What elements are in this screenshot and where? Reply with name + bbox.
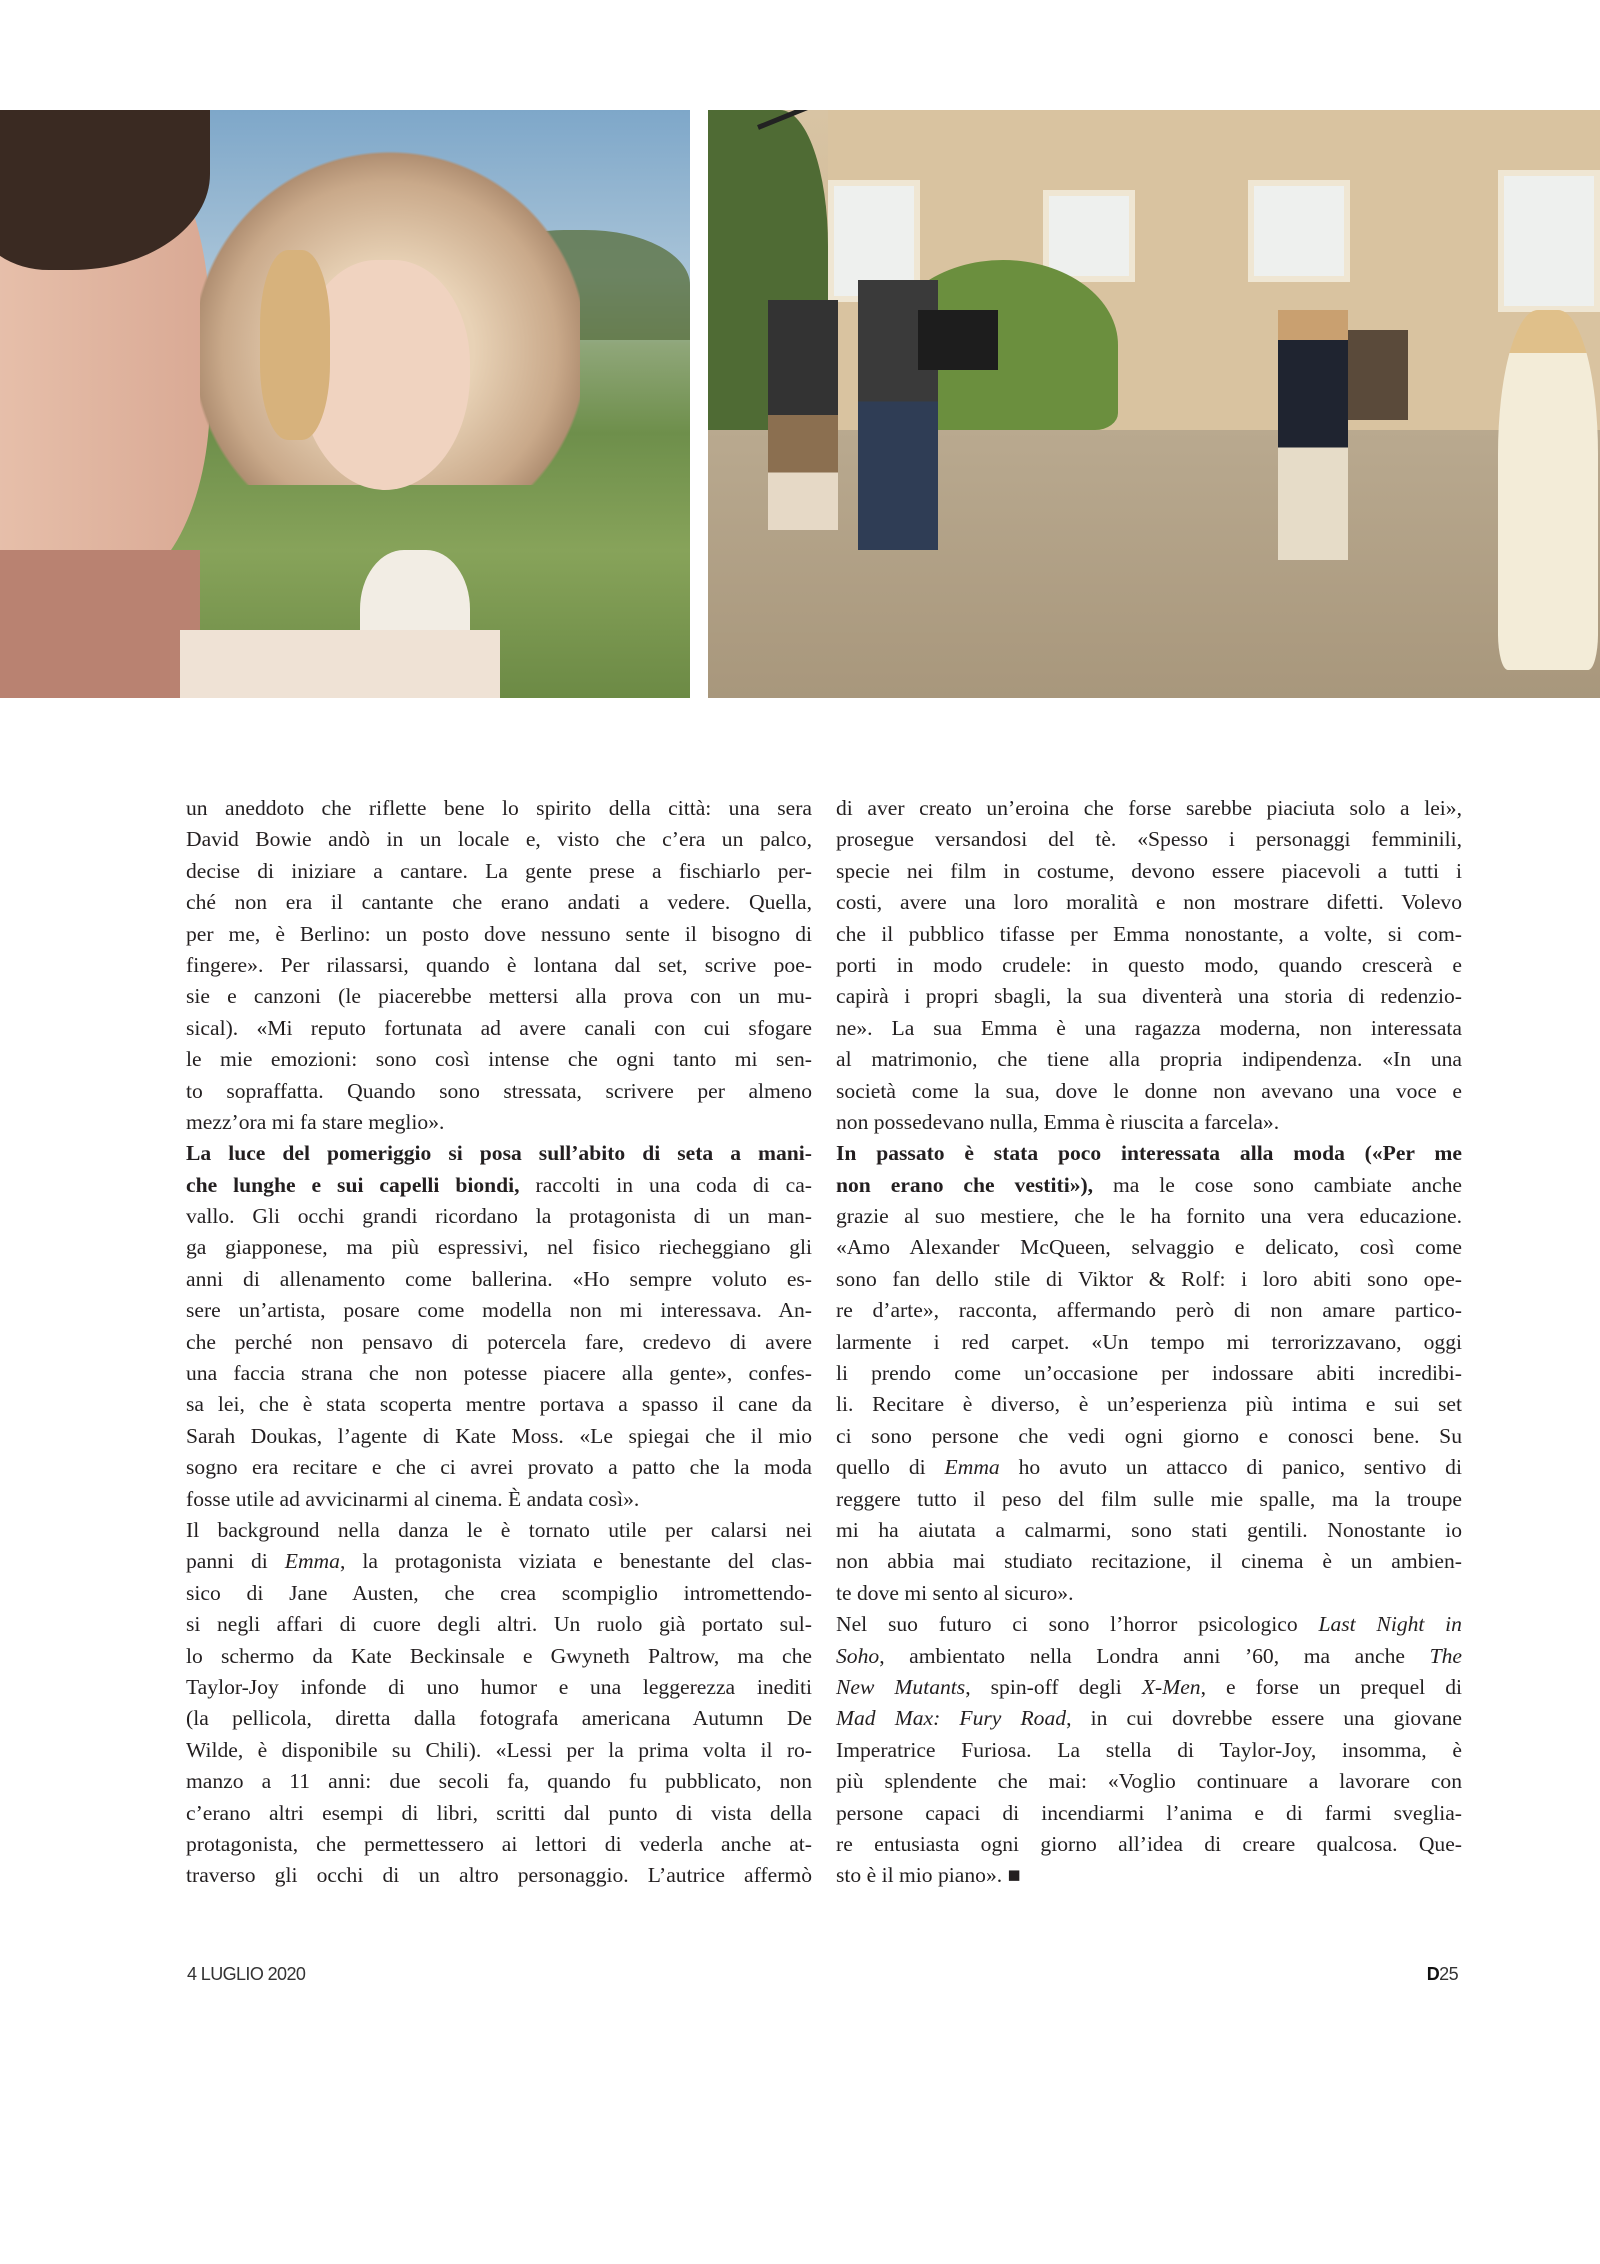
body-text: larmente i red carpet. «Un tempo mi terrorizzavano, oggi [836, 1329, 1462, 1354]
page-folio [1427, 1964, 1458, 1985]
text-line [186, 1358, 812, 1389]
body-text: che perché non pensavo di potercela fare, credevo di avere [186, 1329, 812, 1354]
body-text: una faccia strana che non potesse piacere alla gente», confes- [186, 1361, 812, 1386]
italic-title-text: Last Night in [1318, 1612, 1462, 1637]
text-line [186, 1452, 812, 1483]
body-text: un aneddoto che riflette bene lo spirito della città: una sera [186, 796, 812, 820]
body-text: Nel suo futuro ci sono l’horror psicologico [836, 1612, 1319, 1637]
text-line [836, 856, 1462, 887]
text-line [186, 1860, 812, 1891]
text-line [186, 1578, 812, 1609]
italic-title-text: The [1429, 1643, 1462, 1668]
actor-dark-coat [1278, 310, 1348, 560]
body-text: , spin-off degli [965, 1674, 1142, 1699]
text-line [836, 1044, 1462, 1075]
body-text: quello di [836, 1455, 945, 1480]
camera-rig [918, 310, 998, 370]
text-line [186, 1672, 812, 1703]
body-text: sono fan dello stile di Viktor & Rolf: i loro abiti sono ope- [836, 1266, 1462, 1291]
italic-title-text: Emma [284, 1549, 340, 1574]
magazine-logo-letter: D [1426, 1964, 1440, 1984]
text-line [186, 1641, 812, 1672]
text-line [836, 919, 1462, 950]
body-text: di aver creato un’eroina che forse sarebbe piaciuta solo a lei», [836, 796, 1462, 820]
body-text: , in cui dovrebbe essere una giovane [1066, 1706, 1462, 1731]
body-text: te dove mi sento al sicuro». [836, 1580, 1074, 1605]
body-text: Wilde, è disponibile su Chili). «Lessi per la prima volta il ro- [186, 1737, 812, 1762]
text-line [836, 1201, 1462, 1232]
body-text: fingere». Per rilassarsi, quando è lontana dal set, scrive poe- [186, 952, 812, 977]
text-line [836, 1107, 1462, 1138]
body-text: lo schermo da Kate Beckinsale e Gwyneth Paltrow, ma che [186, 1643, 812, 1668]
text-line [836, 1358, 1462, 1389]
body-text: porti in modo crudele: in questo modo, quando crescerà e [836, 952, 1462, 977]
dress [180, 630, 500, 698]
body-text: , ambientato nella Londra anni ’60, ma anche [879, 1643, 1430, 1668]
text-line [836, 1766, 1462, 1797]
body-text: panni di [186, 1549, 285, 1574]
body-text: raccolti in una coda di ca- [519, 1172, 812, 1197]
body-text: ga giapponese, ma più espressivi, nel fisico riecheggiano gli [186, 1235, 812, 1260]
body-text: capirà i propri sbagli, la sua diventerà una storia di redenzio- [836, 984, 1462, 1009]
body-text: si negli affari di cuore degli altri. Un ruolo già portato sul- [186, 1612, 812, 1637]
text-line [186, 1735, 812, 1766]
body-text: ci sono persone che vedi ogni giorno e conosci bene. Su [836, 1423, 1462, 1448]
text-line [836, 1138, 1462, 1169]
text-line [186, 1766, 812, 1797]
text-line [186, 1609, 812, 1640]
body-text: li prendo come un’occasione per indossare abiti incredibi- [836, 1361, 1462, 1386]
text-line [836, 1703, 1462, 1734]
body-text: grazie al suo mestiere, che le ha fornito una vera educazione. [836, 1204, 1462, 1229]
text-line [186, 887, 812, 918]
body-text: sico di Jane Austen, che crea scompiglio intromettendo- [186, 1580, 812, 1605]
text-line [186, 1170, 812, 1201]
body-text: sere un’artista, posare come modella non mi interessava. An- [186, 1298, 812, 1323]
italic-title-text: New Mutants [836, 1674, 966, 1699]
text-line [836, 1641, 1462, 1672]
film-still-photo [0, 110, 690, 698]
text-line [836, 1295, 1462, 1326]
window [1043, 190, 1135, 282]
text-line [836, 1232, 1462, 1263]
text-line [186, 1013, 812, 1044]
bold-lead-text: che lunghe e sui capelli biondi, [186, 1172, 520, 1197]
text-line [836, 1264, 1462, 1295]
text-line [186, 1421, 812, 1452]
window [1248, 180, 1350, 282]
body-text: decise di iniziare a cantare. La gente prese a fischiarlo per- [186, 858, 812, 883]
body-text: sical). «Mi reputo fortunata ad avere canali con cui sfogare [186, 1015, 812, 1040]
body-text: protagonista, che permettessero ai lettori di vederla anche at- [186, 1831, 812, 1856]
text-line [836, 1546, 1462, 1577]
text-line [836, 1484, 1462, 1515]
bold-lead-text: La luce del pomeriggio si posa sull’abito di seta a mani- [186, 1141, 812, 1166]
body-text: che il pubblico tifasse per Emma nonostante, a volte, si com- [836, 921, 1462, 946]
italic-title-text: Emma [944, 1455, 1000, 1480]
body-text: sie e canzoni (le piacerebbe mettersi alla prova con un mu- [186, 984, 812, 1009]
body-text: , e forse un prequel di [1200, 1674, 1462, 1699]
text-line [186, 824, 812, 855]
article-column-right [836, 793, 1462, 1892]
body-text: ne». La sua Emma è una ragazza moderna, non interessata [836, 1015, 1462, 1040]
body-text: ché non era il cantante che erano andati a vedere. Quella, [186, 890, 812, 915]
body-text: (la pellicola, diretta dalla fotografa americana Autumn De [186, 1706, 812, 1731]
text-line [186, 793, 812, 824]
text-line [836, 824, 1462, 855]
window [1498, 170, 1600, 312]
text-line [836, 1798, 1462, 1829]
body-text: Il background nella danza le è tornato utile per calarsi nei [186, 1517, 812, 1542]
text-line [186, 1107, 812, 1138]
body-text: specie nei film in costume, devono essere piacevoli a tutti i [836, 858, 1462, 883]
text-line [836, 1829, 1462, 1860]
text-line [186, 1515, 812, 1546]
text-line [186, 981, 812, 1012]
text-line [836, 950, 1462, 981]
text-line [836, 1170, 1462, 1201]
body-text: sto è il mio piano». ■ [836, 1863, 1021, 1888]
body-text: anni di allenamento come ballerina. «Ho sempre voluto es- [186, 1266, 812, 1291]
bold-lead-text: In passato è stata poco interessata alla moda («Per me [836, 1141, 1462, 1166]
body-text: , la protagonista viziata e benestante del clas- [339, 1549, 812, 1574]
text-line [186, 1798, 812, 1829]
body-text: traverso gli occhi di un altro personaggio. L’autrice affermò [186, 1863, 812, 1888]
body-text: to sopraffatta. Quando sono stressata, scrivere per almeno [186, 1078, 812, 1103]
body-text: David Bowie andò in un locale e, visto che c’era un palco, [186, 827, 812, 852]
italic-title-text: Mad Max: Fury Road [836, 1706, 1067, 1731]
body-text: c’erano altri esempi di libri, scritti dal punto di vista della [186, 1800, 812, 1825]
foreground-dress [0, 550, 200, 698]
gravel-courtyard [708, 430, 1600, 698]
text-line [836, 1327, 1462, 1358]
text-line [836, 887, 1462, 918]
italic-title-text: X-Men [1141, 1674, 1201, 1699]
text-line [186, 1703, 812, 1734]
body-text: re d’arte», racconta, affermando però di non amare partico- [836, 1298, 1462, 1323]
crew-member [768, 300, 838, 530]
body-text: le mie emozioni: sono così intense che ogni tanto mi sen- [186, 1047, 812, 1072]
body-text: non possedevano nulla, Emma è riuscita a farcela». [836, 1109, 1280, 1134]
film-set-photo [708, 110, 1600, 698]
text-line [186, 950, 812, 981]
text-line [836, 793, 1462, 824]
body-text: più splendente che mai: «Voglio continuare a lavorare con [836, 1769, 1462, 1794]
body-text: ma le cose sono cambiate anche [1093, 1172, 1462, 1197]
text-line [836, 1452, 1462, 1483]
body-text: sogno era recitare e che ci avrei provato a patto che la moda [186, 1455, 812, 1480]
blonde-curls [260, 250, 330, 440]
body-text: prosegue versandosi del tè. «Spesso i personaggi femminili, [836, 827, 1462, 852]
body-text: non abbia mai studiato recitazione, il cinema è un ambien- [836, 1549, 1462, 1574]
bold-lead-text: non erano che vestiti»), [836, 1172, 1094, 1197]
italic-title-text: Soho [836, 1643, 880, 1668]
issue-date: 4 LUGLIO 2020 [187, 1964, 306, 1984]
body-text: re entusiasta ogni giorno all’idea di creare qualcosa. Que- [836, 1831, 1462, 1856]
body-text: Taylor-Joy infonde di uno humor e una leggerezza inediti [186, 1674, 812, 1699]
body-text: mi ha aiutata a calmarmi, sono stati gentili. Nonostante io [836, 1517, 1462, 1542]
text-line [186, 919, 812, 950]
text-line [186, 1484, 812, 1515]
body-text: sa lei, che è stata scoperta mentre portava a spasso il cane da [186, 1392, 812, 1417]
body-text: reggere tutto il peso del film sulle mie spalle, ma la troupe [836, 1486, 1462, 1511]
text-line [836, 1515, 1462, 1546]
page-number: 25 [1439, 1964, 1458, 1984]
text-line [836, 1013, 1462, 1044]
body-text: li. Recitare è diverso, è un’esperienza più intima e sui set [836, 1392, 1462, 1417]
body-text: persone capaci di incendiarmi l’anima e di farmi sveglia- [836, 1800, 1462, 1825]
actress-white-dress [1498, 310, 1598, 670]
text-line [836, 1421, 1462, 1452]
body-text: per me, è Berlino: un posto dove nessuno sente il bisogno di [186, 921, 812, 946]
body-text: al matrimonio, che tiene alla propria indipendenza. «In una [836, 1047, 1462, 1072]
text-line [186, 1201, 812, 1232]
text-line [836, 1735, 1462, 1766]
text-line [186, 1232, 812, 1263]
body-text: Imperatrice Furiosa. La stella di Taylor-Joy, insomma, è [836, 1737, 1462, 1762]
body-text: mezz’ora mi fa stare meglio». [186, 1109, 445, 1134]
text-line [186, 1546, 812, 1577]
text-line [186, 1264, 812, 1295]
body-text: Sarah Doukas, l’agente di Kate Moss. «Le spiegai che il mio [186, 1423, 812, 1448]
text-line [836, 1860, 1462, 1891]
text-line [836, 981, 1462, 1012]
body-text: vallo. Gli occhi grandi ricordano la protagonista di un man- [186, 1204, 812, 1229]
body-text: costi, avere una loro moralità e non mostrare difetti. Volevo [836, 890, 1462, 915]
text-line [186, 1076, 812, 1107]
text-line [186, 1138, 812, 1169]
text-line [836, 1578, 1462, 1609]
text-line [186, 1295, 812, 1326]
body-text: «Amo Alexander McQueen, selvaggio e delicato, così come [836, 1235, 1462, 1260]
text-line [186, 1044, 812, 1075]
text-line [186, 1327, 812, 1358]
text-line [836, 1389, 1462, 1420]
text-line [186, 856, 812, 887]
door [1338, 330, 1408, 420]
text-line [836, 1609, 1462, 1640]
article-column-left [186, 793, 812, 1892]
body-text: società come la sua, dove le donne non avevano una voce e [836, 1078, 1462, 1103]
body-text: ho avuto un attacco di panico, sentivo di [999, 1455, 1462, 1480]
text-line [186, 1829, 812, 1860]
text-line [836, 1076, 1462, 1107]
text-line [186, 1389, 812, 1420]
body-text: manzo a 11 anni: due secoli fa, quando fu pubblicato, non [186, 1769, 812, 1794]
body-text: fosse utile ad avvicinarmi al cinema. È andata così». [186, 1486, 640, 1511]
text-line [836, 1672, 1462, 1703]
